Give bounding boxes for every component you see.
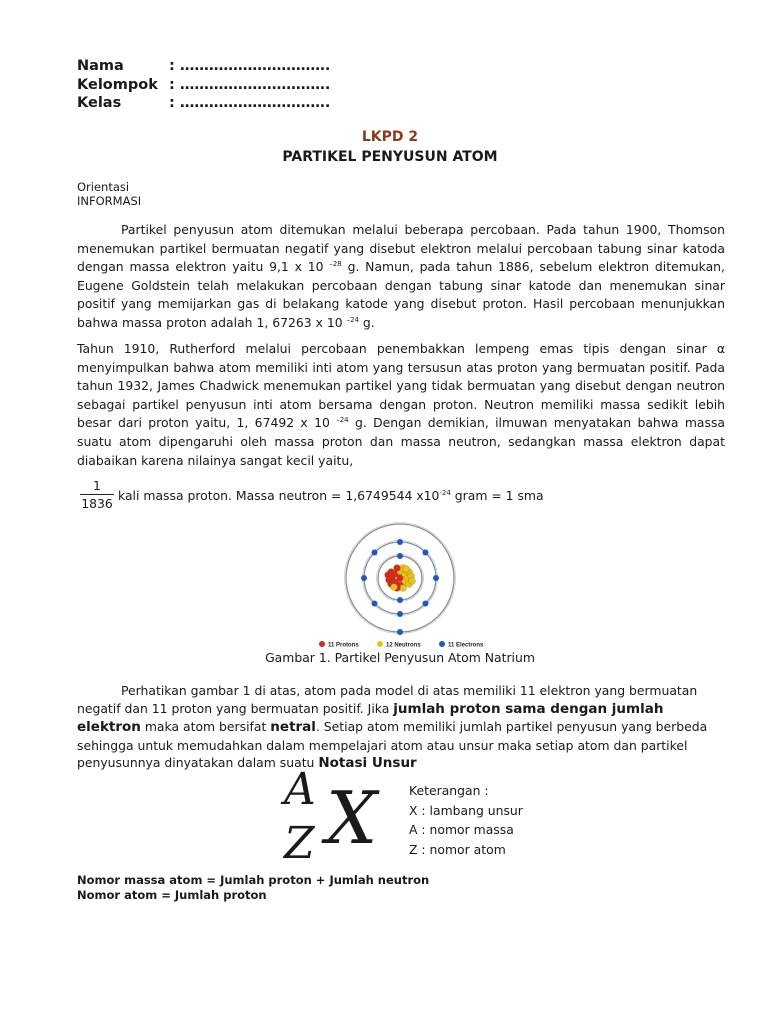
para3-text-a: Perhatikan gambar 1 di atas, atom pada model di atas memiliki 11 elektron yang bermuatan negatif dan 11 proton yang bermuatan positif. Jika <box>77 683 698 716</box>
page-title: PARTIKEL PENYUSUN ATOM <box>282 149 498 165</box>
electron <box>422 550 428 556</box>
notation-symbol: X <box>326 776 378 860</box>
worksheet-code: LKPD 2 <box>361 129 419 145</box>
nama-label: Nama <box>77 58 124 74</box>
nama-row <box>77 58 330 74</box>
electron <box>361 575 367 581</box>
fraction-denominator: 1836 <box>81 496 113 511</box>
legend-neutrons: 12 Neutrons <box>386 642 421 649</box>
proton <box>394 565 401 572</box>
legend-electrons: 11 Electrons <box>448 642 484 649</box>
para1-exp-b: –24 <box>346 315 359 324</box>
sodium-atom-diagram <box>308 522 498 652</box>
fraction <box>80 478 114 511</box>
para3-text-b: maka atom bersifat <box>140 719 271 734</box>
para2-text-b: g. Dengan demikian, ilmuwan menyatakan bahwa massa suatu atom dipengaruhi oleh massa proton dan massa neutron, sedangkan massa elektron dapat diabaikan karena nilainya sangat kecil yaitu, <box>77 415 725 468</box>
legend-proton-dot <box>319 641 325 647</box>
keterangan-z: Z : nomor atom <box>409 841 506 857</box>
figure-caption: Gambar 1. Partikel Penyusun Atom Natrium <box>265 650 535 665</box>
paragraph-2 <box>77 340 725 470</box>
para3-text-c: . Setiap atom memiliki jumlah partikel penyusun yang berbeda sehingga untuk memudahkan dalam mempelajari atom atau unsur maka setiap atom dan partikel penyusunnya dinyatakan dalam suatu <box>77 719 708 770</box>
para1-text-b: g. Namun, pada tahun 1886, sebelum elektron ditemukan, Eugene Goldstein telah melakukan percobaan dengan tabung sinar katode dan menemukan sinar positif yang memijarkan gas di belakang katode yang disebut proton. Hasil percobaan menunjukkan bahwa massa proton adalah 1, 67263 x 10 <box>77 259 725 330</box>
legend-protons: 11 Protons <box>328 642 359 649</box>
neutron <box>391 584 398 591</box>
electron <box>372 550 378 556</box>
neutron <box>400 585 407 592</box>
para1-text-c: g. <box>358 314 375 330</box>
formula-atomic-number: Nomor atom = Jumlah proton <box>77 888 267 902</box>
figure-legend <box>319 641 484 649</box>
para2-text-a: Tahun 1910, Rutherford melalui percobaan penembakkan lempeng emas tipis dengan sinar α menyimpulkan bahwa atom memiliki inti atom yang tersusun atas proton yang bermuatan positif. Pada tahun 1932, James Chadwick menemukan partikel yang tidak bermuatan yang disebut dengan neutron sebagai partikel penyusun inti atom bersama dengan proton. Neutron memiliki massa sedikit lebih besar dari proton yaitu, 1, 67492 x 10 <box>77 341 725 431</box>
fraction-numerator: 1 <box>80 478 114 495</box>
orientasi-label: Orientasi <box>77 180 130 194</box>
nama-value: : …………………………. <box>169 58 331 74</box>
para1-exp-a: –28 <box>329 260 342 269</box>
paragraph-1 <box>77 221 725 333</box>
notation-atomic-number: Z <box>284 818 315 869</box>
kelas-label: Kelas <box>77 95 122 111</box>
fraction-text <box>118 488 544 503</box>
legend-electron-dot <box>439 641 445 647</box>
electron <box>422 600 428 606</box>
electron <box>397 597 403 603</box>
para3-bold-c: Notasi Unsur <box>318 755 417 771</box>
electron <box>397 553 403 559</box>
formula-mass-number: Nomor massa atom = Jumlah proton + Jumlah neutron <box>77 873 430 887</box>
neutron <box>403 566 410 573</box>
paragraph-3 <box>77 682 725 773</box>
fraction-text-a: kali massa proton. Massa neutron = 1,6749544 x10 <box>118 488 440 503</box>
kelas-row <box>77 95 330 111</box>
electron <box>397 611 403 617</box>
para3-bold-a: jumlah proton sama dengan jumlah elektron <box>77 700 664 735</box>
kelompok-value: : …………………………. <box>169 77 331 93</box>
keterangan-x: X : lambang unsur <box>409 802 523 818</box>
atom-figure <box>308 522 498 652</box>
para2-exp-a: –24 <box>336 416 349 425</box>
fraction-text-b: gram = 1 sma <box>450 488 544 503</box>
fraction-exp: -24 <box>439 489 451 497</box>
informasi-label: INFORMASI <box>77 194 142 208</box>
para1-text-a: Partikel penyusun atom ditemukan melalui beberapa percobaan. Pada tahun 1900, Thomson menemukan partikel bermuatan negatif yang disebut elektron melalui percobaan tabung sinar katoda dengan massa elektron yaitu 9,1 x 10 <box>77 222 725 275</box>
electron <box>397 539 403 545</box>
electron <box>433 575 439 581</box>
electron <box>372 600 378 606</box>
keterangan-title: Keterangan : <box>409 783 489 798</box>
element-notation <box>280 764 400 870</box>
para3-bold-b: netral <box>270 719 316 735</box>
kelas-value: : …………………………. <box>169 95 331 111</box>
kelompok-label: Kelompok <box>77 77 158 93</box>
nucleus <box>385 565 416 592</box>
neutron <box>409 578 416 585</box>
notation-mass-number: A <box>284 764 316 815</box>
proton <box>385 572 392 579</box>
kelompok-row <box>77 77 330 93</box>
keterangan-a: A : nomor massa <box>409 822 514 837</box>
keterangan <box>409 781 523 859</box>
legend-neutron-dot <box>377 641 383 647</box>
electron <box>397 629 403 635</box>
